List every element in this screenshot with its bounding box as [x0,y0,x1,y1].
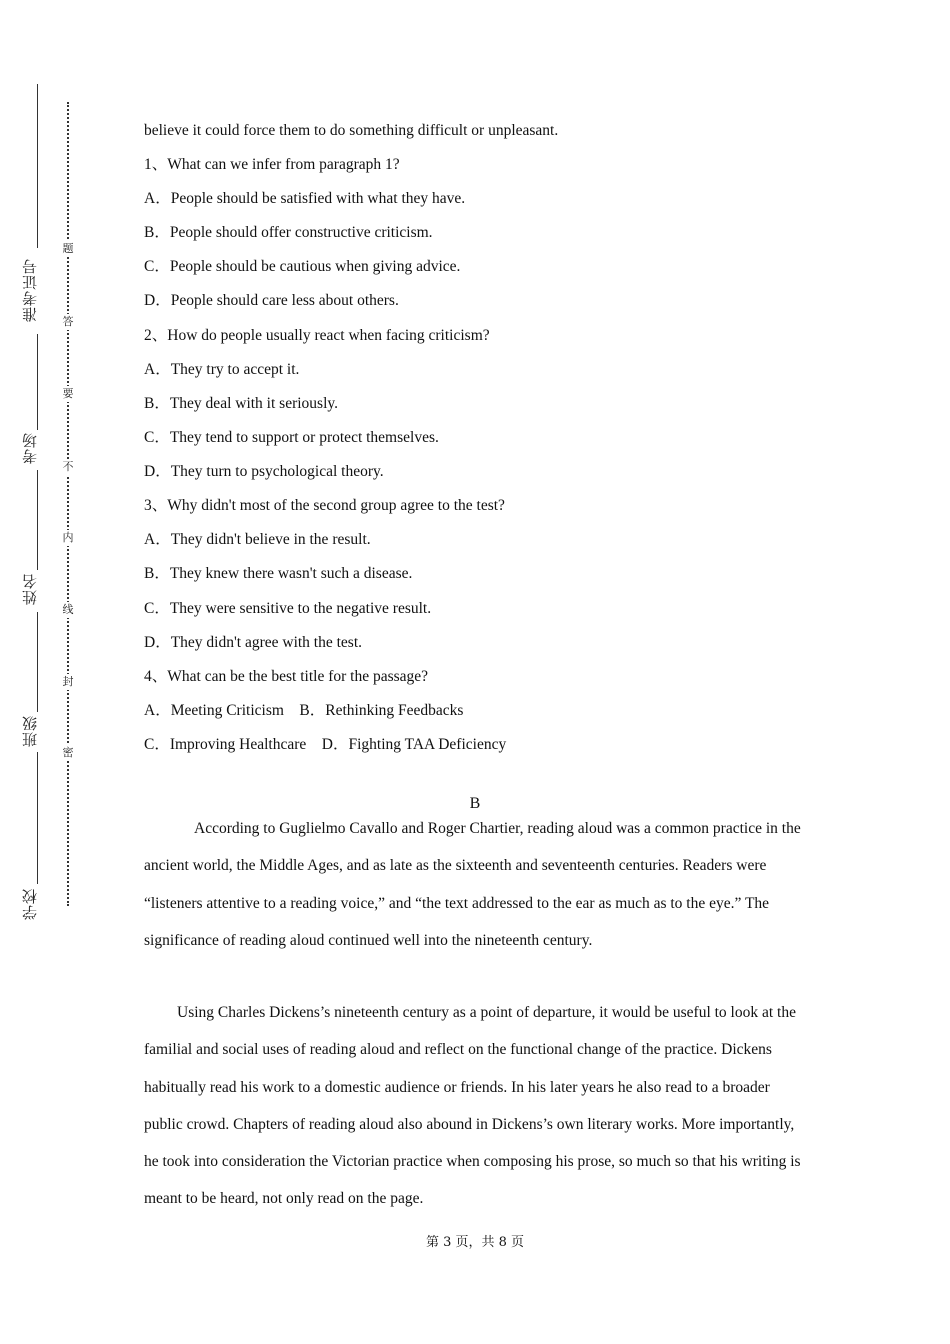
option-row-cd: C．Improving Healthcare D．Fighting TAA Deficiency [144,736,507,753]
seal-char: 不 [60,459,76,475]
option-b: B．People should offer constructive criticism. [144,224,433,241]
option-b: B．They knew there wasn't such a disease. [144,565,413,582]
margin-rule [37,612,38,712]
option-c: C．They tend to support or protect themselves. [144,429,439,446]
seal-char: 答 [60,314,76,330]
paragraph-text: According to Guglielmo Cavallo and Roger Chartier, reading aloud was a common practice in the ancient world, the Middle Ages, and as late as the sixteenth and seventeenth centuries. Readers were “listeners attentive to a reading voice,” and “the text addressed to the ear as much as to the eye.” The significance of reading aloud continued well into the nineteenth century. [144,820,801,949]
margin-rule [37,334,38,430]
option-a: A．They try to accept it. [144,361,300,378]
option-a: A．They didn't believe in the result. [144,531,371,548]
seal-char: 密 [60,745,76,761]
question-stem: 4、What can be the best title for the passage? [144,668,429,685]
option-c: C．People should be cautious when giving advice. [144,258,461,275]
option-b: B．They deal with it seriously. [144,395,339,412]
margin-label-school: 学校 [21,888,39,920]
margin-label-class: 班级 [21,715,39,747]
seal-char: 题 [60,241,76,257]
seal-char: 封 [60,674,76,690]
paragraph-1 [144,810,810,959]
section-title: B [469,795,481,812]
page-footer: 第 3 页，共 8 页 [425,1235,525,1250]
seal-char: 线 [60,602,76,618]
margin-rule [37,84,38,248]
seal-dotted-line [67,102,69,906]
passage-fragment: believe it could force them to do something difficult or unpleasant. [144,122,559,139]
question-stem: 1、What can we infer from paragraph 1? [144,156,400,173]
seal-char: 内 [60,530,76,546]
option-row-ab: A．Meeting Criticism B．Rethinking Feedbacks [144,702,464,719]
option-c: C．They were sensitive to the negative result. [144,600,432,617]
option-d: D．People should care less about others. [144,292,399,309]
margin-rule [37,752,38,884]
margin-label-name: 姓名 [21,573,39,605]
paragraph-2 [144,994,810,1218]
margin-rule [37,470,38,570]
seal-char: 要 [60,386,76,402]
margin-label-exam-id: 准考证号 [21,258,39,322]
question-stem: 2、How do people usually react when facing criticism? [144,327,490,344]
paragraph-text: Using Charles Dickens’s nineteenth century as a point of departure, it would be useful to look at the familial and social uses of reading aloud and reflect on the functional change of the practice. Dickens habitually read his work to a domestic audience or friends. In his later years he also read to a broader public crowd. Chapters of reading aloud also abound in Dickens’s own literary works. More importantly, he took into consideration the Victorian practice when composing his prose, so much so that his writing is meant to be heard, not only read on the page. [144,1004,801,1208]
margin-label-exam-room: 考场 [21,432,39,464]
option-a: A．People should be satisfied with what they have. [144,190,466,207]
option-d: D．They turn to psychological theory. [144,463,384,480]
question-stem: 3、Why didn't most of the second group agree to the test? [144,497,505,514]
option-d: D．They didn't agree with the test. [144,634,363,651]
